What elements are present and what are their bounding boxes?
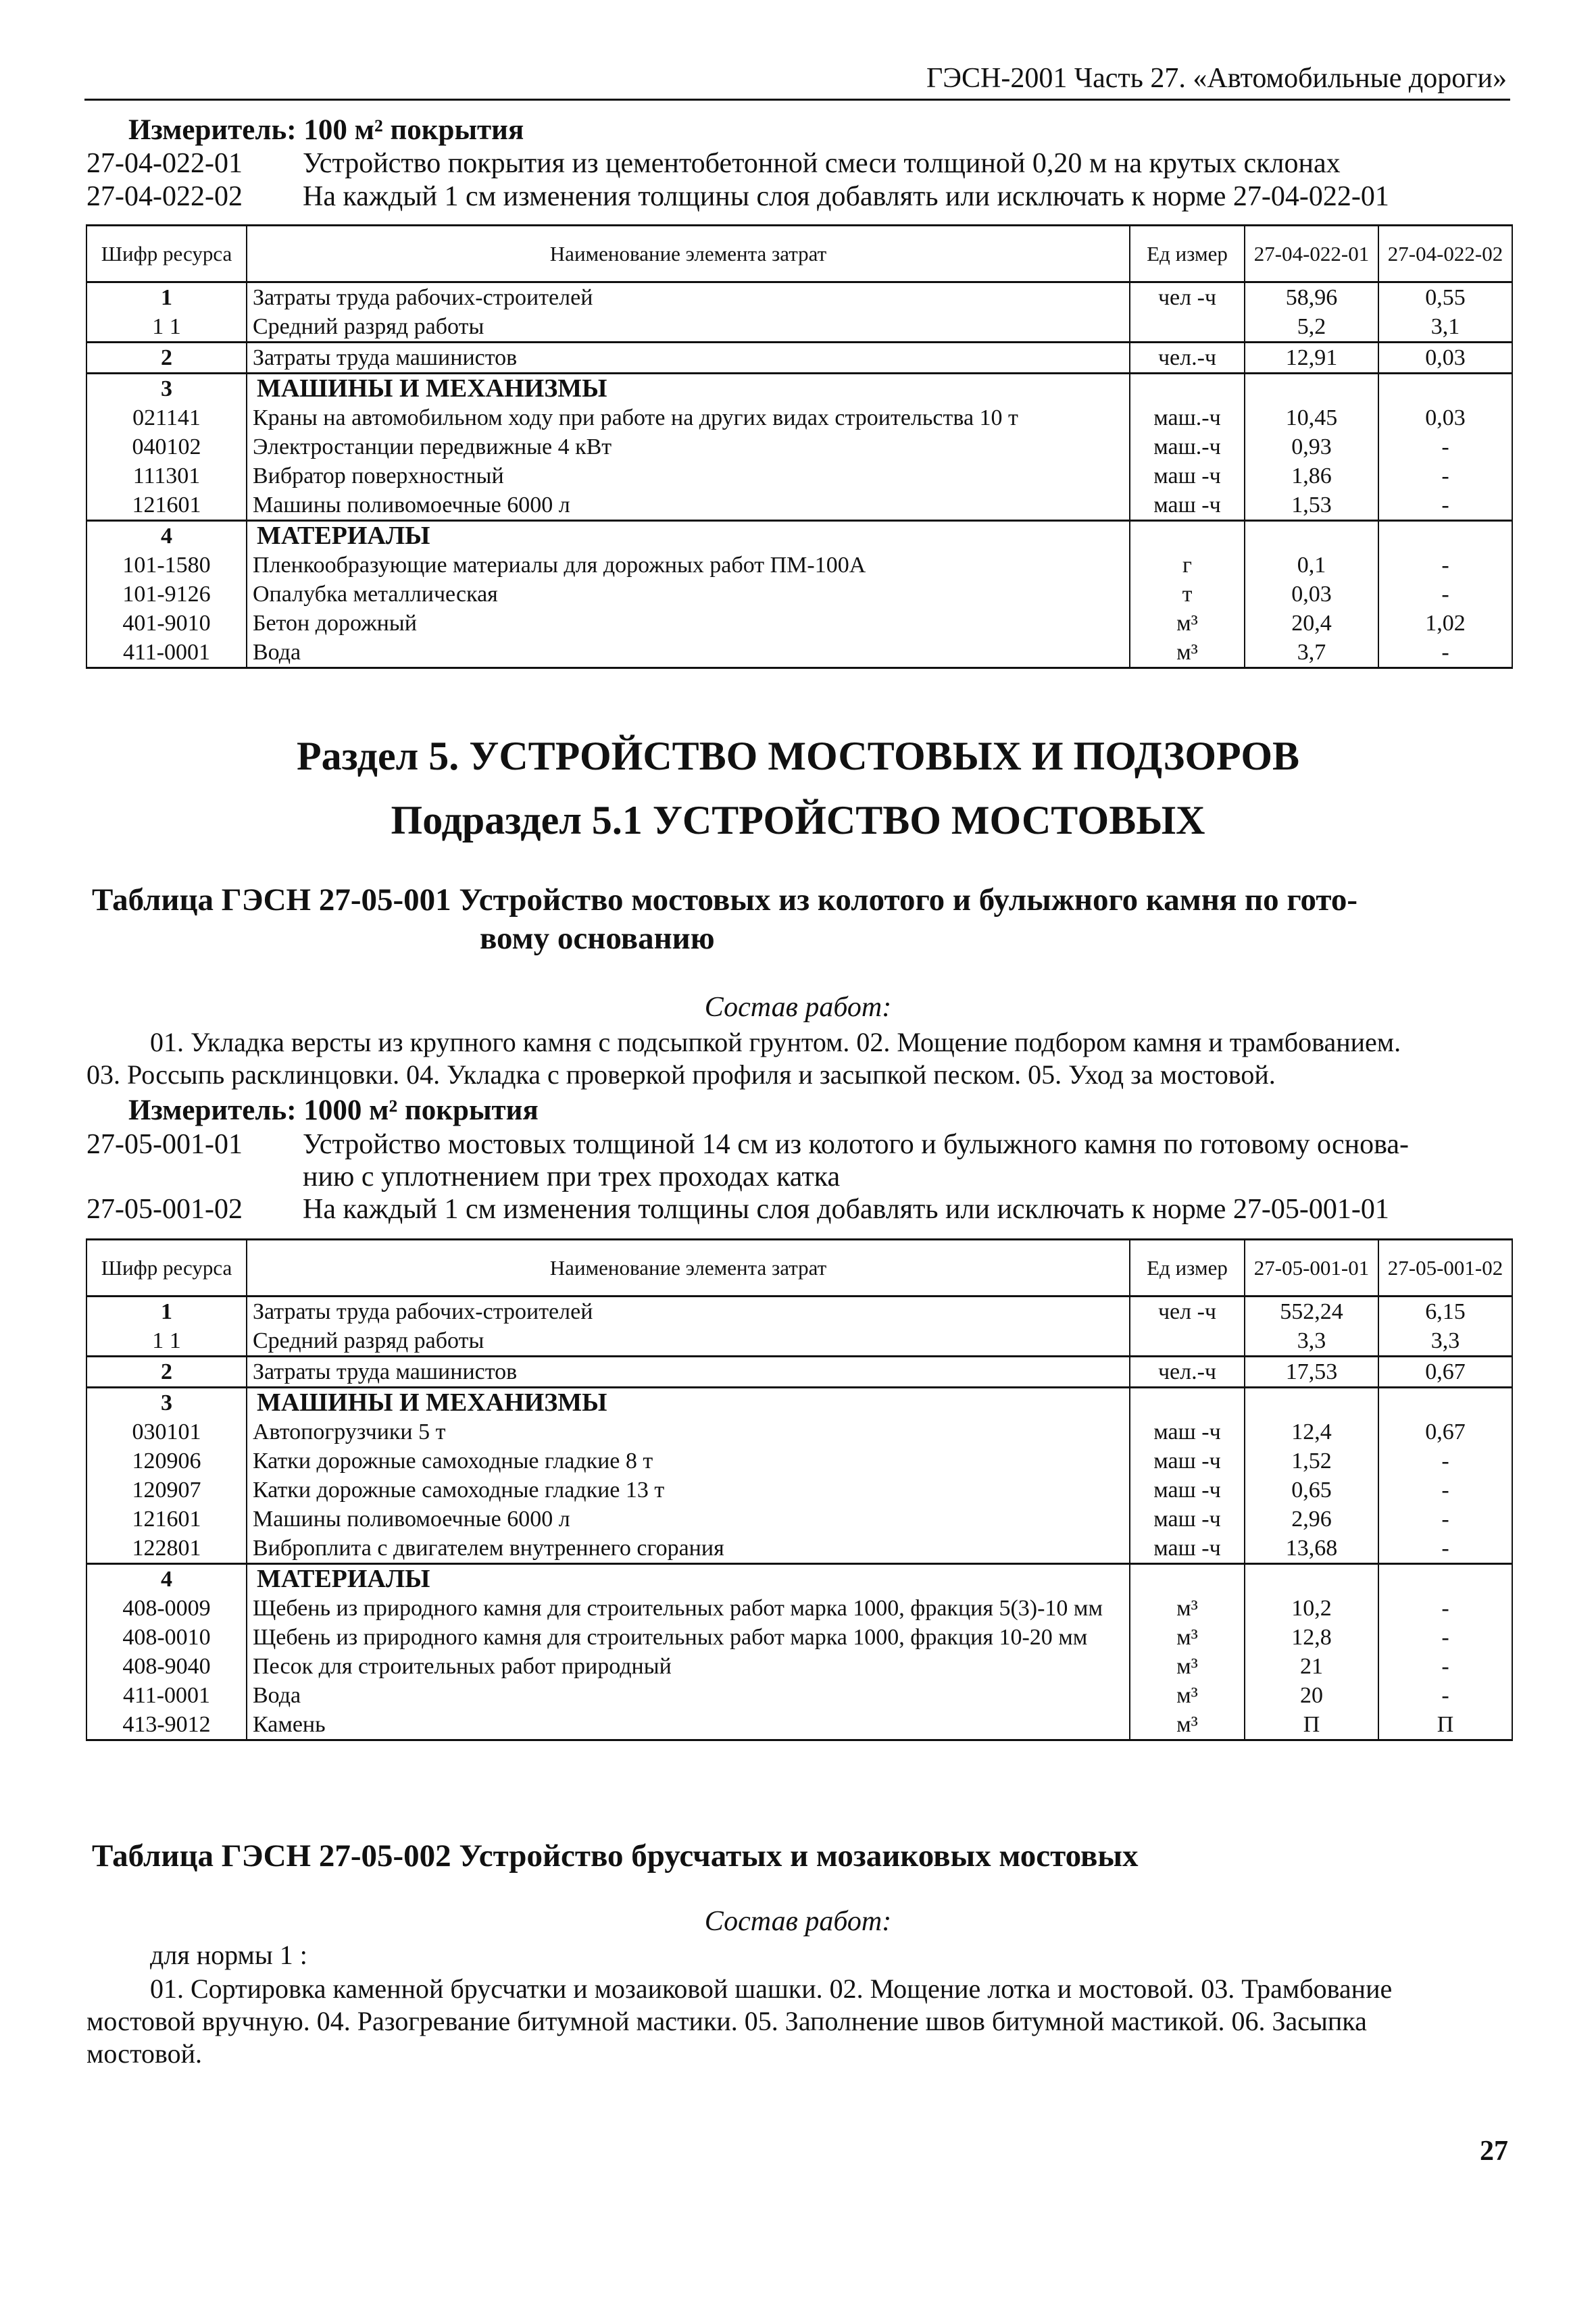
norm-value-2: [1378, 1388, 1512, 1418]
resource-code: 040102: [86, 432, 247, 461]
norm-value-2: -: [1378, 1534, 1512, 1564]
norm-code: 27-05-001-01: [86, 1129, 243, 1160]
resource-name: Катки дорожные самоходные гладкие 13 т: [247, 1476, 1130, 1505]
running-title: ГЭСН-2001 Часть 27. «Автомобильные дороги»: [926, 63, 1507, 94]
unit-cell: [1130, 521, 1245, 551]
resource-code: 413-9012: [86, 1710, 247, 1740]
unit-cell: м³: [1130, 609, 1245, 638]
resource-code: 3: [86, 374, 247, 404]
resource-name: Затраты труда машинистов: [247, 1357, 1130, 1388]
resource-code: 4: [86, 521, 247, 551]
resource-code: 121601: [86, 491, 247, 521]
table-row: [86, 1710, 1512, 1740]
resource-code: 030101: [86, 1417, 247, 1447]
header-rule: [84, 99, 1510, 101]
unit-cell: м³: [1130, 1681, 1245, 1710]
composition-heading: Состав работ:: [704, 992, 892, 1023]
composition-text: 01. Сортировка каменной брусчатки и мозаиковой шашки. 02. Мощение лотка и мостовой. 03. Трамбование: [150, 1973, 1393, 2004]
norm-value-1: 12,8: [1245, 1623, 1378, 1652]
header-name: Наименование элемента затрат: [247, 1240, 1130, 1297]
measure-label-1: Измеритель: 100 м² покрытия: [128, 114, 524, 146]
category-heading: МАТЕРИАЛЫ: [247, 521, 1130, 551]
unit-cell: маш -ч: [1130, 1476, 1245, 1505]
norm-text: Устройство мостовых толщиной 14 см из колотого и булыжного камня по готовому основа-: [303, 1129, 1410, 1160]
table-row: [86, 374, 1512, 404]
resource-name: Автопогрузчики 5 т: [247, 1417, 1130, 1447]
resource-code: 121601: [86, 1505, 247, 1534]
norm-line: [86, 180, 1512, 214]
norm-value-2: -: [1378, 1476, 1512, 1505]
unit-cell: м³: [1130, 1623, 1245, 1652]
unit-cell: г: [1130, 551, 1245, 580]
subsection-title: Подраздел 5.1 УСТРОЙСТВО МОСТОВЫХ: [391, 798, 1205, 842]
header-unit: Ед измер: [1130, 1240, 1245, 1297]
header-unit: Ед измер: [1130, 226, 1245, 282]
unit-cell: [1130, 1326, 1245, 1357]
norm-value-1: 1,52: [1245, 1447, 1378, 1476]
norm-value-1: [1245, 374, 1378, 404]
unit-cell: чел.-ч: [1130, 1357, 1245, 1388]
norm-code: 27-04-022-01: [86, 148, 243, 179]
table-row: [86, 1357, 1512, 1388]
norm-value-2: -: [1378, 1681, 1512, 1710]
norm-value-2: -: [1378, 1447, 1512, 1476]
resource-table-2: [86, 1238, 1513, 1741]
resource-name: Опалубка металлическая: [247, 580, 1130, 609]
resource-code: 2: [86, 343, 247, 374]
norm-code: 27-04-022-02: [86, 181, 243, 212]
norm-value-1: 20,4: [1245, 609, 1378, 638]
unit-cell: м³: [1130, 638, 1245, 668]
category-heading: МАШИНЫ И МЕХАНИЗМЫ: [247, 374, 1130, 404]
norm-value-2: -: [1378, 551, 1512, 580]
norm-value-1: 13,68: [1245, 1534, 1378, 1564]
table-row: [86, 1652, 1512, 1681]
resource-name: Виброплита с двигателем внутреннего сгорания: [247, 1534, 1130, 1564]
resource-table-1: [86, 224, 1513, 669]
resource-name: Затраты труда рабочих-строителей: [247, 282, 1130, 313]
resource-name: Машины поливомоечные 6000 л: [247, 1505, 1130, 1534]
table-row: [86, 1534, 1512, 1564]
table-row: [86, 1681, 1512, 1710]
table-title-continued: вому основанию: [480, 921, 715, 956]
resource-name: Щебень из природного камня для строительных работ марка 1000, фракция 5(3)-10 мм: [247, 1594, 1130, 1623]
unit-cell: [1130, 1564, 1245, 1594]
resource-name: Электростанции передвижные 4 кВт: [247, 432, 1130, 461]
norm-value-1: 2,96: [1245, 1505, 1378, 1534]
table-row: [86, 1623, 1512, 1652]
norm-value-1: 3,7: [1245, 638, 1378, 668]
resource-name: Вода: [247, 1681, 1130, 1710]
table-row: [86, 491, 1512, 521]
table-row: [86, 1564, 1512, 1594]
norm-value-2: [1378, 374, 1512, 404]
unit-cell: маш -ч: [1130, 1417, 1245, 1447]
table-row: [86, 343, 1512, 374]
composition-text: 03. Россыпь расклинцовки. 04. Укладка с проверкой профиля и засыпкой песком. 05. Уход за мостовой.: [86, 1059, 1276, 1090]
norm-value-1: 3,3: [1245, 1326, 1378, 1357]
norm-value-2: [1378, 1564, 1512, 1594]
norm-line: [86, 1128, 1512, 1196]
norm-value-1: 0,93: [1245, 432, 1378, 461]
norm-value-2: -: [1378, 1594, 1512, 1623]
section-title: Раздел 5. УСТРОЙСТВО МОСТОВЫХ И ПОДЗОРОВ: [296, 734, 1300, 778]
composition-text: мостовой вручную. 04. Разогревание битумной мастики. 05. Заполнение швов битумной мастикой. 06. Засыпка: [86, 2006, 1367, 2036]
norm-value-2: 0,67: [1378, 1417, 1512, 1447]
unit-cell: чел.-ч: [1130, 343, 1245, 374]
table-row: [86, 1417, 1512, 1447]
norm-value-2: 6,15: [1378, 1297, 1512, 1327]
norm-value-1: 1,53: [1245, 491, 1378, 521]
category-heading: МАТЕРИАЛЫ: [247, 1564, 1130, 1594]
norm-value-2: 0,55: [1378, 282, 1512, 313]
norm-value-1: 1,86: [1245, 461, 1378, 491]
composition-heading: Состав работ:: [704, 1906, 892, 1937]
table-row: [86, 461, 1512, 491]
resource-name: Машины поливомоечные 6000 л: [247, 491, 1130, 521]
unit-cell: м³: [1130, 1652, 1245, 1681]
norm-value-1: [1245, 1564, 1378, 1594]
norm-text: На каждый 1 см изменения толщины слоя добавлять или исключать к норме 27-04-022-01: [303, 181, 1389, 212]
norm-value-2: П: [1378, 1710, 1512, 1740]
resource-name: Вода: [247, 638, 1130, 668]
norm-value-2: 3,1: [1378, 312, 1512, 343]
table-row: [86, 1594, 1512, 1623]
header-norm-2: 27-04-022-02: [1378, 226, 1512, 282]
resource-name: Песок для строительных работ природный: [247, 1652, 1130, 1681]
norm-value-1: 5,2: [1245, 312, 1378, 343]
resource-name: Катки дорожные самоходные гладкие 8 т: [247, 1447, 1130, 1476]
norm-value-2: 0,03: [1378, 403, 1512, 432]
unit-cell: маш -ч: [1130, 1505, 1245, 1534]
resource-name: Пленкообразующие материалы для дорожных работ ПМ-100А: [247, 551, 1130, 580]
unit-cell: маш.-ч: [1130, 403, 1245, 432]
norm-value-2: -: [1378, 491, 1512, 521]
unit-cell: чел -ч: [1130, 282, 1245, 313]
unit-cell: маш -ч: [1130, 461, 1245, 491]
norm-text: Устройство покрытия из цементобетонной смеси толщиной 0,20 м на крутых склонах: [303, 148, 1341, 179]
header-norm-1: 27-05-001-01: [1245, 1240, 1378, 1297]
norm-value-2: -: [1378, 461, 1512, 491]
table-row: [86, 312, 1512, 343]
unit-cell: [1130, 1388, 1245, 1418]
header-norm-1: 27-04-022-01: [1245, 226, 1378, 282]
norm-value-2: -: [1378, 580, 1512, 609]
norm-text-continued: нию с уплотнением при трех проходах катка: [303, 1161, 841, 1192]
resource-code: 101-9126: [86, 580, 247, 609]
norm-value-2: -: [1378, 1623, 1512, 1652]
resource-code: 101-1580: [86, 551, 247, 580]
header-norm-2: 27-05-001-02: [1378, 1240, 1512, 1297]
norm-value-1: [1245, 521, 1378, 551]
norm-reference: для нормы 1 :: [150, 1940, 307, 1970]
resource-code: 401-9010: [86, 609, 247, 638]
resource-name: Средний разряд работы: [247, 312, 1130, 343]
table-title: Таблица ГЭСН 27-05-001 Устройство мостовых из колотого и булыжного камня по гото-: [92, 882, 1358, 917]
norm-value-1: 0,65: [1245, 1476, 1378, 1505]
resource-code: 1 1: [86, 1326, 247, 1357]
norm-value-1: 12,4: [1245, 1417, 1378, 1447]
header-code: Шифр ресурса: [86, 1240, 247, 1297]
resource-name: Затраты труда рабочих-строителей: [247, 1297, 1130, 1327]
unit-cell: м³: [1130, 1594, 1245, 1623]
table-row: [86, 432, 1512, 461]
unit-cell: [1130, 374, 1245, 404]
norm-value-1: П: [1245, 1710, 1378, 1740]
unit-cell: т: [1130, 580, 1245, 609]
table-row: [86, 1388, 1512, 1418]
table-row: [86, 1476, 1512, 1505]
norm-value-1: 17,53: [1245, 1357, 1378, 1388]
composition-text: мостовой.: [86, 2038, 203, 2069]
resource-code: 3: [86, 1388, 247, 1418]
norm-value-2: 1,02: [1378, 609, 1512, 638]
table-row: [86, 609, 1512, 638]
resource-code: 021141: [86, 403, 247, 432]
resource-name: Средний разряд работы: [247, 1326, 1130, 1357]
resource-name: Бетон дорожный: [247, 609, 1130, 638]
norm-value-2: -: [1378, 1505, 1512, 1534]
norm-value-1: 552,24: [1245, 1297, 1378, 1327]
table-row: [86, 521, 1512, 551]
resource-code: 1: [86, 282, 247, 313]
norm-value-1: 12,91: [1245, 343, 1378, 374]
resource-code: 111301: [86, 461, 247, 491]
resource-code: 1 1: [86, 312, 247, 343]
unit-cell: [1130, 312, 1245, 343]
table-title: Таблица ГЭСН 27-05-002 Устройство брусчатых и мозаиковых мостовых: [92, 1838, 1139, 1873]
unit-cell: маш.-ч: [1130, 432, 1245, 461]
measure-label-2: Измеритель: 1000 м² покрытия: [128, 1095, 539, 1126]
norm-value-2: -: [1378, 432, 1512, 461]
resource-code: 408-9040: [86, 1652, 247, 1681]
resource-code: 4: [86, 1564, 247, 1594]
table-row: [86, 1297, 1512, 1327]
norm-value-2: 3,3: [1378, 1326, 1512, 1357]
norm-value-2: 0,67: [1378, 1357, 1512, 1388]
norm-code: 27-05-001-02: [86, 1194, 243, 1225]
unit-cell: маш -ч: [1130, 1447, 1245, 1476]
resource-code: 2: [86, 1357, 247, 1388]
resource-code: 411-0001: [86, 638, 247, 668]
table-row: [86, 1326, 1512, 1357]
norm-value-1: 21: [1245, 1652, 1378, 1681]
composition-text: 01. Укладка версты из крупного камня с подсыпкой грунтом. 02. Мощение подбором камня и трамбованием.: [150, 1027, 1401, 1057]
norm-value-2: [1378, 521, 1512, 551]
norm-value-1: 10,45: [1245, 403, 1378, 432]
norm-value-1: 0,1: [1245, 551, 1378, 580]
page-number: 27: [1480, 2136, 1508, 2167]
norm-value-1: 58,96: [1245, 282, 1378, 313]
unit-cell: м³: [1130, 1710, 1245, 1740]
resource-code: 411-0001: [86, 1681, 247, 1710]
norm-value-1: 20: [1245, 1681, 1378, 1710]
resource-name: Краны на автомобильном ходу при работе на других видах строительства 10 т: [247, 403, 1130, 432]
resource-code: 122801: [86, 1534, 247, 1564]
resource-name: Затраты труда машинистов: [247, 343, 1130, 374]
table-row: [86, 282, 1512, 313]
resource-name: Камень: [247, 1710, 1130, 1740]
unit-cell: маш -ч: [1130, 1534, 1245, 1564]
resource-code: 1: [86, 1297, 247, 1327]
table-row: [86, 403, 1512, 432]
norm-text: На каждый 1 см изменения толщины слоя добавлять или исключать к норме 27-05-001-01: [303, 1194, 1389, 1225]
resource-name: Щебень из природного камня для строительных работ марка 1000, фракция 10-20 мм: [247, 1623, 1130, 1652]
resource-code: 120906: [86, 1447, 247, 1476]
norm-value-2: 0,03: [1378, 343, 1512, 374]
norm-line: [86, 1193, 1512, 1227]
header-code: Шифр ресурса: [86, 226, 247, 282]
unit-cell: маш -ч: [1130, 491, 1245, 521]
category-heading: МАШИНЫ И МЕХАНИЗМЫ: [247, 1388, 1130, 1418]
norm-value-2: -: [1378, 1652, 1512, 1681]
header-name: Наименование элемента затрат: [247, 226, 1130, 282]
norm-value-2: -: [1378, 638, 1512, 668]
norm-value-1: 10,2: [1245, 1594, 1378, 1623]
resource-code: 120907: [86, 1476, 247, 1505]
unit-cell: чел -ч: [1130, 1297, 1245, 1327]
norm-value-1: 0,03: [1245, 580, 1378, 609]
resource-code: 408-0010: [86, 1623, 247, 1652]
resource-code: 408-0009: [86, 1594, 247, 1623]
norm-value-1: [1245, 1388, 1378, 1418]
table-row: [86, 1505, 1512, 1534]
table-row: [86, 580, 1512, 609]
table-row: [86, 1447, 1512, 1476]
table-row: [86, 551, 1512, 580]
table-row: [86, 638, 1512, 668]
resource-name: Вибратор поверхностный: [247, 461, 1130, 491]
norm-line: [86, 147, 1512, 181]
